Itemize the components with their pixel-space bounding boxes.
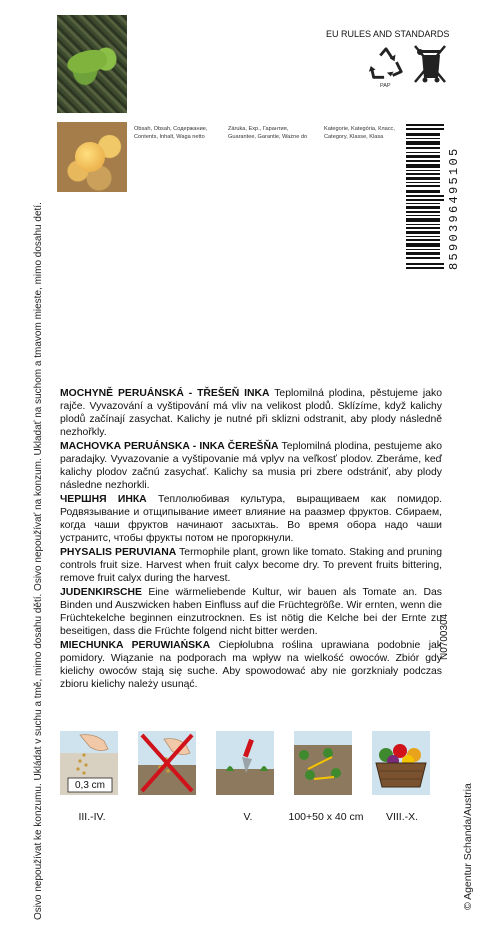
eu-rules-title: EU RULES AND STANDARDS [326, 29, 450, 39]
harvest-time-label: VIII.-X. [385, 811, 419, 823]
planting-trowel-icon [216, 731, 274, 795]
physalis-fruit-photo [57, 122, 127, 192]
barcode-number: 8590396495105 [447, 146, 461, 270]
description-text: Eine wärmeliebende Kultur, wir bauen als Tomate an. Das Binden und Auszwicken haben Einfluss auf die Früchtegröße. Wir ernten, wenn die Früchtekelche beginnen einzutrocknen. Es ist nötig die Kelche bei der Ernte zu beseitigen, dass die Früchte folgend nicht bitter werden. [60, 587, 442, 637]
harvest-basket-icon [372, 731, 430, 795]
legend-contents [134, 126, 207, 141]
legend-contents-line2: Contents, Inhalt, Waga netto [134, 133, 205, 140]
recycle-icon [367, 44, 405, 86]
description-cs [60, 387, 442, 439]
description-text: Teplomilná plodina, pěstujeme jako rajče. Vyvazování a vyštipování má vliv na velikost plodů. Sklízíme, když kalichy plodů začínají zasychat. Kalichy je nutné při sklizni odstranit, aby plody následně nezhořkly. [60, 388, 442, 438]
trash-bin-icon [413, 44, 447, 84]
description-de [60, 586, 442, 638]
description-title: PHYSALIS PERUVIANA [60, 547, 177, 558]
description-ru [60, 493, 442, 545]
seedling-photo [57, 15, 127, 113]
storage-instructions: Osivo nepoužívat ke konzumu. Ukládat v suchu a tmě, mimo dosahu dětí. Osivo nepoužívať na konzum. Ukladať na suchom a tmavom mieste, mimo dosahu detí. [33, 202, 44, 920]
legend-category [324, 126, 395, 141]
description-title: MACHOVKA PERUÁNSKA - INKA ČEREŠŇA [60, 441, 279, 452]
description-text: Теплолюбивая культура, выращиваем как помидор. Родвязывание и отщипывание имеет влияние на раазмер фруктов. Сбираем, когда чаши фруктов начинают засыхтаь. Во время обора надо чаши устранитс, чтобы фрукты потом не прогоркнули. [60, 494, 442, 544]
description-title: MOCHYNĚ PERUÁNSKÁ - TŘEŠEŇ INKA [60, 388, 270, 399]
description-pl [60, 639, 442, 691]
spacing-label: 100+50 x 40 cm [288, 811, 364, 823]
description-text: Termophile plant, grown like tomato. Staking and pruning controls fruit size. Harvest when fruit calyx become dry. To prevent fruits bittering, remove fruit calyx during the harvest. [60, 547, 442, 584]
legend-guarantee [228, 126, 307, 141]
plant-spacing-icon [294, 731, 352, 795]
sowing-time-label: III.-IV. [78, 811, 106, 823]
description-title: ЧЕРШНЯ ИНКА [60, 494, 147, 505]
planting-time-label: V. [243, 811, 253, 823]
sowing-depth-label: 0,3 cm [74, 780, 105, 791]
pap-label: PAP [380, 83, 391, 89]
legend-contents-line1: Obsah, Obsah, Содержание, [134, 126, 208, 132]
description-title: MIECHUNKA PERUWIAŃSKA [60, 640, 211, 651]
product-code: N0700304 [439, 613, 450, 660]
legend-guarantee-line2: Guarantee, Garantie, Ważne do [228, 133, 308, 140]
description-sk [60, 440, 442, 492]
legend-category-line1: Kategorie, Kategória, Класс, [324, 126, 395, 132]
description-text: Ciepłolubna roślina uprawiana podobnie jak pomidory. Wiązanie na podporach ma wpływ na wielkość owoców. Zbiór gdy kielichy owoców stają się suche. Aby spowodować aby nie gorzkniały podczas zbioru kielichy należy usunąć. [60, 640, 442, 690]
descriptions [60, 387, 442, 692]
description-title: JUDENKIRSCHE [60, 587, 142, 598]
copyright-notice: © Agentur Schanda/Austria [462, 783, 474, 910]
legend-guarantee-line1: Záruka, Exp., Гарантия, [228, 126, 289, 132]
description-en [60, 546, 442, 585]
description-text: Teplomilná plodina, pestujeme ako paradajky. Vyvazovanie a vyštipovanie má vplyv na veľkosť plodov. Zberáme, keď kalichy plodov začnú zasychať. Kalichy sa musia pri zbere odstrániť, aby plody následne nezhorkli. [60, 441, 442, 491]
legend-category-line2: Category, Klasse, Klasa [324, 133, 384, 140]
no-direct-sowing-icon [138, 731, 196, 795]
